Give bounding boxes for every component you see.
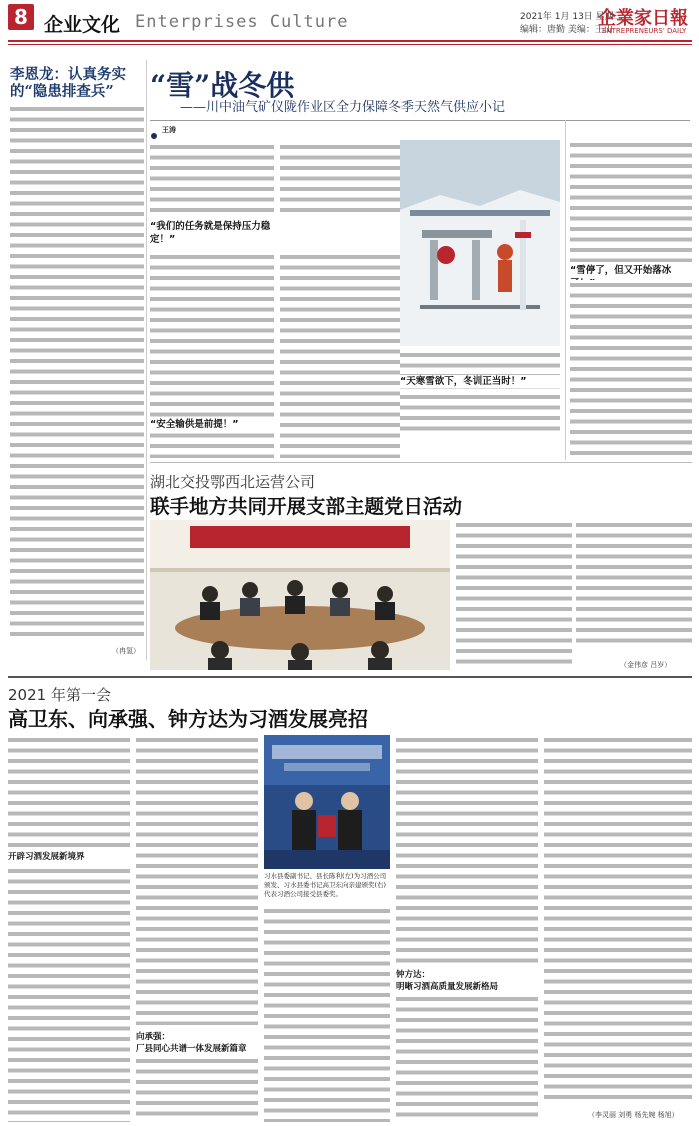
bottom-body-col5 [544, 735, 692, 1105]
feature-photo-workers-in-snow [400, 140, 560, 346]
author-icon [150, 125, 158, 133]
page-number-badge: 8 [8, 4, 34, 30]
middle-article-kicker: 湖北交投鄂西北运营公司 [150, 473, 316, 491]
feature-callout-3: “天寒雪欲下，冬训正当时！” [400, 375, 560, 388]
middle-photo-meeting [150, 520, 450, 670]
bottom-body-col4a [396, 735, 538, 967]
bottom-subhead-3: 厂县同心共谱一体发展新篇章 [136, 1044, 247, 1054]
masthead [0, 0, 699, 58]
newspaper-logo-en: ENTREPRENEURS' DAILY [602, 27, 687, 35]
bottom-article-credit: （李灵丽 刘勇 杨先婉 杨旭） [588, 1111, 679, 1119]
bottom-body-col1b [8, 866, 130, 1122]
feature-callout-2: “安全输供是前提！” [150, 418, 274, 431]
issue-date: 2021年 1月 13日 星期三 [520, 12, 623, 22]
feature-body-col2a [280, 142, 400, 212]
feature-callout-1: “我们的任务就是保持压力稳定！” [150, 221, 271, 245]
middle-article-credit: （金伟彦 吕岁） [620, 661, 672, 669]
feature-author: 王涛 [162, 126, 176, 134]
feature-callout-4: “雪停了，但又开始落冰 [570, 265, 672, 276]
bottom-photo-award-ceremony [264, 735, 390, 869]
feature-body-col1a [150, 142, 274, 214]
section-title: 企业文化 [44, 14, 121, 36]
feature-title: “雪”战冬供 [150, 69, 295, 102]
bottom-article-title: 高卫东、向承强、钟方达为习酒发展亮招 [8, 707, 368, 731]
header-rule [8, 40, 692, 42]
feature-body-col4b [570, 280, 692, 458]
left-article-body [10, 104, 144, 642]
bottom-body-col2b [136, 1056, 258, 1122]
bottom-subhead-1: 开辟习酒发展新境界 [8, 852, 85, 862]
editor-credit: 编辑：唐勤 美编：王山 [520, 25, 613, 35]
bottom-body-col1a [8, 735, 130, 847]
newspaper-logo: 企業家日報 [598, 8, 688, 29]
bottom-body-col4b [396, 994, 538, 1122]
feature-rule [150, 120, 690, 121]
bottom-subhead-4: 钟方达： [396, 970, 431, 980]
feature-body-col2b [280, 252, 400, 458]
column-divider [146, 60, 147, 660]
bottom-body-col3 [264, 906, 390, 1122]
header-rule-thin [8, 44, 692, 45]
bottom-subhead-2: 向承强： [136, 1032, 171, 1042]
left-article-title: 李恩龙：认真务实的“隐患排查兵” [10, 66, 126, 100]
feature-subtitle: ——川中油气矿仪陇作业区全力保障冬季天然气供应小记 [180, 100, 506, 115]
section-divider [150, 462, 692, 463]
middle-article-title: 联手地方共同开展支部主题党日活动 [150, 495, 463, 518]
bottom-subhead-5: 明晰习酒高质量发展新格局 [396, 982, 499, 992]
left-article-credit: （冉氢） [112, 647, 140, 655]
bottom-photo-caption: 习水县委副书记、县长陈利(左)为习酒公司颁发、习水县委书记高卫东向亲建颁奖(右)代表习酒公司接受县委奖。 [264, 872, 387, 898]
feature-body-col4a [570, 140, 692, 262]
section-title-en: Enterprises Culture [135, 12, 349, 32]
bottom-body-col2a [136, 735, 258, 1025]
section-divider-bold [8, 676, 692, 678]
middle-article-body-col1 [456, 520, 572, 670]
feature-body-col3 [400, 350, 560, 432]
middle-article-body-col2 [576, 520, 692, 648]
bottom-article-kicker: 2021 年第一会 [8, 686, 111, 704]
column-divider [565, 120, 566, 460]
